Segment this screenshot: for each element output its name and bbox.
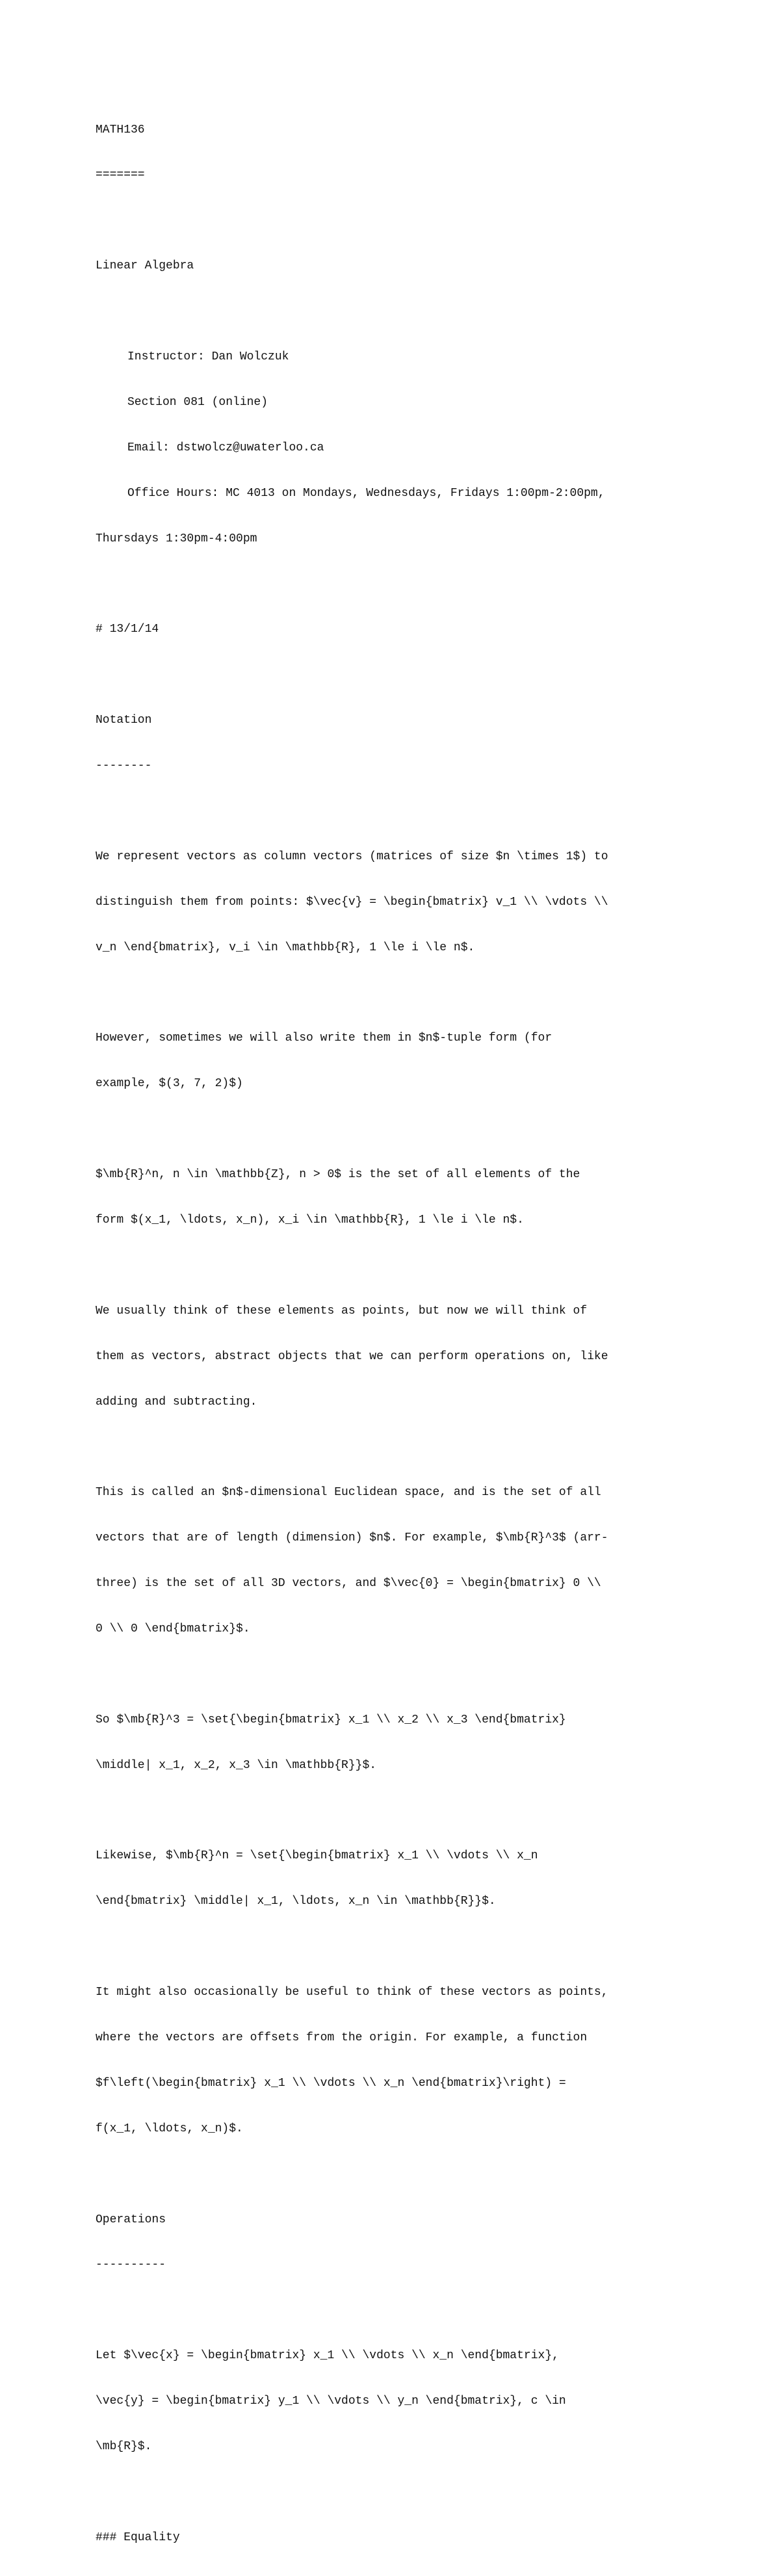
paragraph-line: \end{bmatrix} \middle| x_1, \ldots, x_n \in \mathbb{R}}$.	[96, 1895, 496, 1908]
paragraph-line: v_n \end{bmatrix}, v_i \in \mathbb{R}, 1 \le i \le n$.	[96, 941, 475, 954]
paragraph-line: \vec{y} = \begin{bmatrix} y_1 \\ \vdots \\ y_n \end{bmatrix}, c \in	[96, 2395, 566, 2408]
blank-line	[96, 1440, 694, 1455]
instructor-line: Instructor: Dan Wolczuk	[127, 350, 289, 364]
paragraph-line: So $\mb{R}^3 = \set{\begin{bmatrix} x_1 \\ x_2 \\ x_3 \end{bmatrix}	[96, 1713, 566, 1726]
paragraph-line: $\mb{R}^n, n \in \mathbb{Z}, n > 0$ is the set of all elements of the	[96, 1168, 580, 1182]
paragraph-line: form $(x_1, \ldots, x_n), x_i \in \mathbb{R}, 1 \le i \le n$.	[96, 1213, 524, 1227]
blank-line	[96, 1258, 694, 1273]
blank-line	[96, 1667, 694, 1682]
paragraph-line: f(x_1, \ldots, x_n)$.	[96, 2122, 243, 2135]
blank-line	[96, 213, 694, 228]
blank-line	[96, 1122, 694, 1137]
paragraph-line: We represent vectors as column vectors (matrices of size $n \times 1$) to	[96, 850, 608, 863]
blank-line	[96, 986, 694, 1001]
paragraph-line: We usually think of these elements as points, but now we will think of	[96, 1304, 588, 1318]
blank-line	[96, 2303, 694, 2318]
blank-line	[96, 1940, 694, 1955]
notation-heading: Notation	[96, 714, 152, 727]
equality-subheading: ### Equality	[96, 2530, 180, 2544]
notation-rule: --------	[96, 759, 152, 773]
date-heading: # 13/1/14	[96, 623, 159, 636]
paragraph-line: them as vectors, abstract objects that we can perform operations on, like	[96, 1349, 608, 1363]
paragraph-line: distinguish them from points: $\vec{v} = \begin{bmatrix} v_1 \\ \vdots \\	[96, 895, 608, 909]
paragraph-line: example, $(3, 7, 2)$)	[96, 1077, 243, 1091]
paragraph-line: \mb{R}$.	[96, 2440, 152, 2454]
section-line: Section 081 (online)	[127, 395, 268, 409]
document-subtitle: Linear Algebra	[96, 259, 194, 273]
office-hours-continuation: Thursdays 1:30pm-4:00pm	[96, 532, 257, 545]
paragraph-line: three) is the set of all 3D vectors, and $\vec{0} = \begin{bmatrix} 0 \\	[96, 1577, 601, 1591]
paragraph-line: Let $\vec{x} = \begin{bmatrix} x_1 \\ \vdots \\ x_n \end{bmatrix},	[96, 2349, 559, 2363]
title-rule: =======	[96, 168, 145, 182]
operations-rule: ----------	[96, 2258, 166, 2272]
blank-line	[96, 304, 694, 319]
paragraph-line: 0 \\ 0 \end{bmatrix}$.	[96, 1622, 250, 1635]
office-hours-line: Office Hours: MC 4013 on Mondays, Wednesdays, Fridays 1:00pm-2:00pm,	[127, 486, 605, 500]
document-title: MATH136	[96, 123, 145, 137]
paragraph-line: \middle| x_1, x_2, x_3 \in \mathbb{R}}$.	[96, 1758, 377, 1772]
paragraph-line: This is called an $n$-dimensional Euclidean space, and is the set of all	[96, 1486, 601, 1500]
paragraph-line: It might also occasionally be useful to think of these vectors as points,	[96, 1986, 608, 1999]
blank-line	[96, 804, 694, 819]
blank-line	[96, 2485, 694, 2500]
operations-heading: Operations	[96, 2213, 166, 2226]
blank-line	[96, 1804, 694, 1819]
paragraph-line: $f\left(\begin{bmatrix} x_1 \\ \vdots \\ x_n \end{bmatrix}\right) =	[96, 2076, 566, 2090]
paragraph-line: adding and subtracting.	[96, 1395, 257, 1409]
blank-line	[96, 577, 694, 592]
paragraph-line: Likewise, $\mb{R}^n = \set{\begin{bmatrix} x_1 \\ \vdots \\ x_n	[96, 1849, 538, 1863]
document-body	[96, 92, 694, 2576]
paragraph-line: However, sometimes we will also write them in $n$-tuple form (for	[96, 1032, 552, 1045]
paragraph-line: vectors that are of length (dimension) $n$. For example, $\mb{R}^3$ (arr-	[96, 1531, 608, 1545]
blank-line	[96, 2167, 694, 2182]
blank-line	[96, 668, 694, 683]
paragraph-line: where the vectors are offsets from the origin. For example, a function	[96, 2031, 588, 2044]
email-line: Email: dstwolcz@uwaterloo.ca	[127, 441, 324, 454]
